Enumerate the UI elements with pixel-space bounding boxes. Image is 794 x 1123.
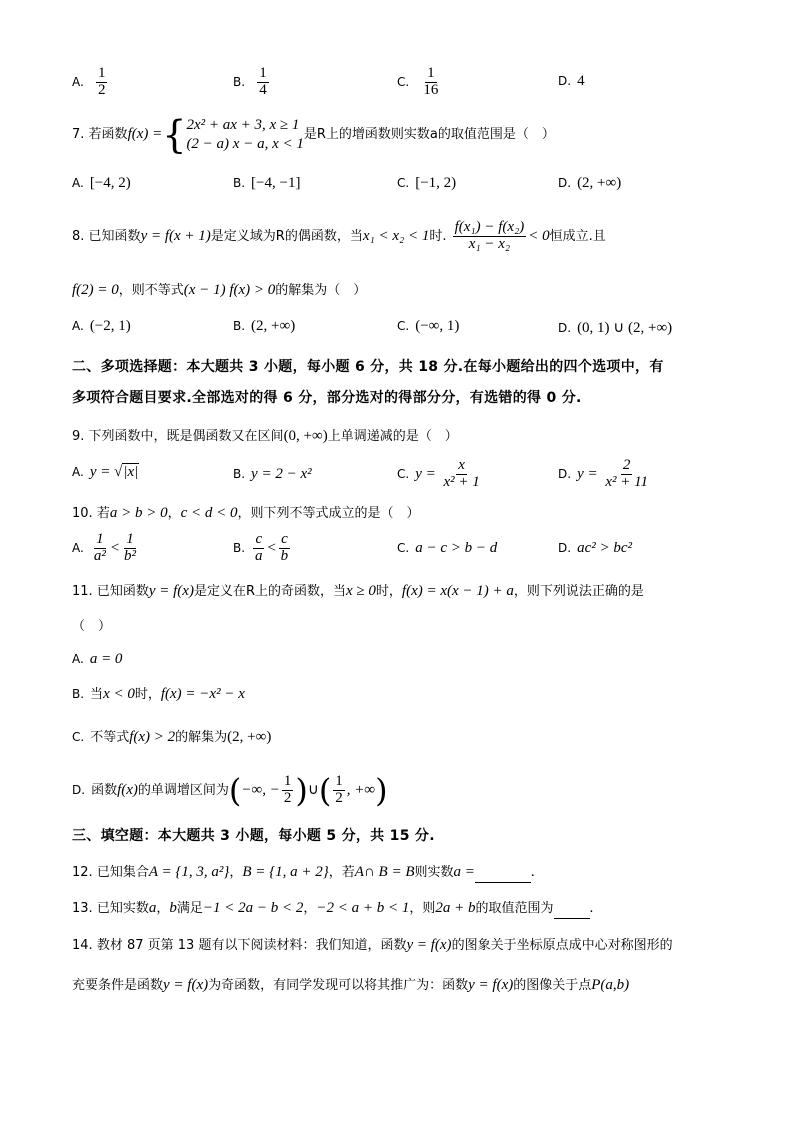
q9-option-d: D. y = $\frac{2}{\text{x² + 11}}$ bbox=[558, 457, 649, 490]
q8-option-c: C. (−∞, 1) bbox=[397, 318, 460, 334]
q6-option-b: B. $\frac{1}{4}$ bbox=[233, 65, 267, 98]
q9-option-c: C. y = $\frac{x}{\text{x² + 1}}$ bbox=[397, 457, 480, 490]
fraction: $\frac{1}{2}$ bbox=[97, 65, 106, 98]
q10-option-a: A. $\frac{1}{\text{a²}}$ < $\frac{1}{\text{b²}}$ bbox=[72, 531, 136, 564]
fraction: $\frac{1}{4}$ bbox=[259, 65, 267, 98]
question-12-stem: 12. 已知集合A = {1, 3, a²}，B = {1, a + 2}，若A∩ B = B则实数a = . bbox=[72, 862, 535, 883]
question-10-stem: 10. 若a > b > 0，c < d < 0，则下列不等式成立的是（ ） bbox=[72, 505, 420, 521]
q11-option-a: A. a = 0 bbox=[72, 651, 123, 667]
q10-option-c: C. a − c > b − d bbox=[397, 540, 498, 556]
fraction: $\frac{1}{16}$ bbox=[423, 65, 439, 98]
question-14-stem-line2: 充要条件是函数y = f(x)为奇函数，有同学发现可以将其推广为：函数y = f(x)的图像关于点P(a,b) bbox=[72, 977, 630, 993]
answer-blank[interactable] bbox=[554, 918, 590, 919]
question-9-stem: 9. 下列函数中，既是偶函数又在区间(0, +∞)上单调递减的是（ ） bbox=[72, 428, 458, 444]
q10-option-d: D. ac² > bc² bbox=[558, 540, 632, 556]
question-13-stem: 13. 已知实数a，b满足−1 < 2a − b < 2，−2 < a + b < 1，则2a + b的取值范围为 . bbox=[72, 898, 593, 919]
q10-option-b: B. $\frac{c}{a}$ < $\frac{c}{b}$ bbox=[233, 531, 289, 564]
q11-option-d: D. 函数f(x)的单调增区间为(−∞, − $\frac{1}{2}$ )∪( $\frac{1}{2}$ , +∞) bbox=[72, 771, 388, 810]
question-8-stem-line2: f(2) = 0，则不等式(x − 1) f(x) > 0的解集为（ ） bbox=[72, 282, 367, 298]
section-2-heading-line2: 多项符合题目要求.全部选对的得 6 分，部分选对的得部分分，有选错的得 0 分. bbox=[72, 390, 582, 406]
brace-symbol: { bbox=[162, 112, 187, 157]
q6-option-d: D. 4 bbox=[558, 73, 585, 89]
q6-option-a: A. $\frac{1}{2}$ bbox=[72, 65, 106, 98]
q7-option-d: D. (2, +∞) bbox=[558, 175, 622, 191]
q8-option-a: A. (−2, 1) bbox=[72, 318, 131, 334]
q7-option-b: B. [−4, −1] bbox=[233, 175, 301, 191]
q11-option-b: B. 当x < 0时，f(x) = −x² − x bbox=[72, 686, 245, 702]
section-3-heading: 三、填空题：本大题共 3 小题，每小题 5 分，共 15 分. bbox=[72, 828, 435, 844]
question-8-stem: 8. 已知函数y = f(x + 1)是定义域为R的偶函数，当x₁ < x₂ < 1时. $\frac{\text{f(x₁) − f(x₂)}}{\text{x₁ − x₂}}$ < 0恒成立.且 bbox=[72, 219, 606, 252]
question-14-stem: 14. 教材 87 页第 13 题有以下阅读材料：我们知道，函数y = f(x)的图象关于坐标原点成中心对称图形的 bbox=[72, 937, 673, 953]
answer-blank[interactable] bbox=[475, 882, 531, 883]
question-11-stem: 11. 已知函数y = f(x)是定义在R上的奇函数，当x ≥ 0时，f(x) = x(x − 1) + a，则下列说法正确的是 bbox=[72, 583, 644, 599]
question-11-paren: （ ） bbox=[72, 619, 112, 634]
piecewise-cases: 2x² + ax + 3, x ≥ 1 (2 − a) x − a, x < 1 bbox=[186, 116, 304, 152]
q9-option-b: B. y = 2 − x² bbox=[233, 466, 312, 482]
section-2-heading: 二、多项选择题：本大题共 3 小题，每小题 6 分，共 18 分.在每小题给出的四个选项中，有 bbox=[72, 359, 664, 375]
q7-option-a: A. [−4, 2) bbox=[72, 175, 131, 191]
fraction: $\frac{\text{f(x₁) − f(x₂)}}{\text{x₁ − x₂}}$ bbox=[454, 219, 525, 252]
q11-option-c: C. 不等式f(x) > 2的解集为(2, +∞) bbox=[72, 729, 272, 745]
q8-option-d: D. (0, 1) ∪ (2, +∞) bbox=[558, 320, 673, 336]
q6-option-c: C. $\frac{1}{16}$ bbox=[397, 65, 439, 98]
q8-option-b: B. (2, +∞) bbox=[233, 318, 296, 334]
question-7-stem: 7. 若函数f(x) ={ 2x² + ax + 3, x ≥ 1 (2 − a) x − a, x < 1 是R上的增函数则实数a的取值范围是（ ） bbox=[72, 112, 555, 157]
q7-option-c: C. [−1, 2) bbox=[397, 175, 457, 191]
q9-option-a: A. y = √|x| bbox=[72, 464, 139, 480]
